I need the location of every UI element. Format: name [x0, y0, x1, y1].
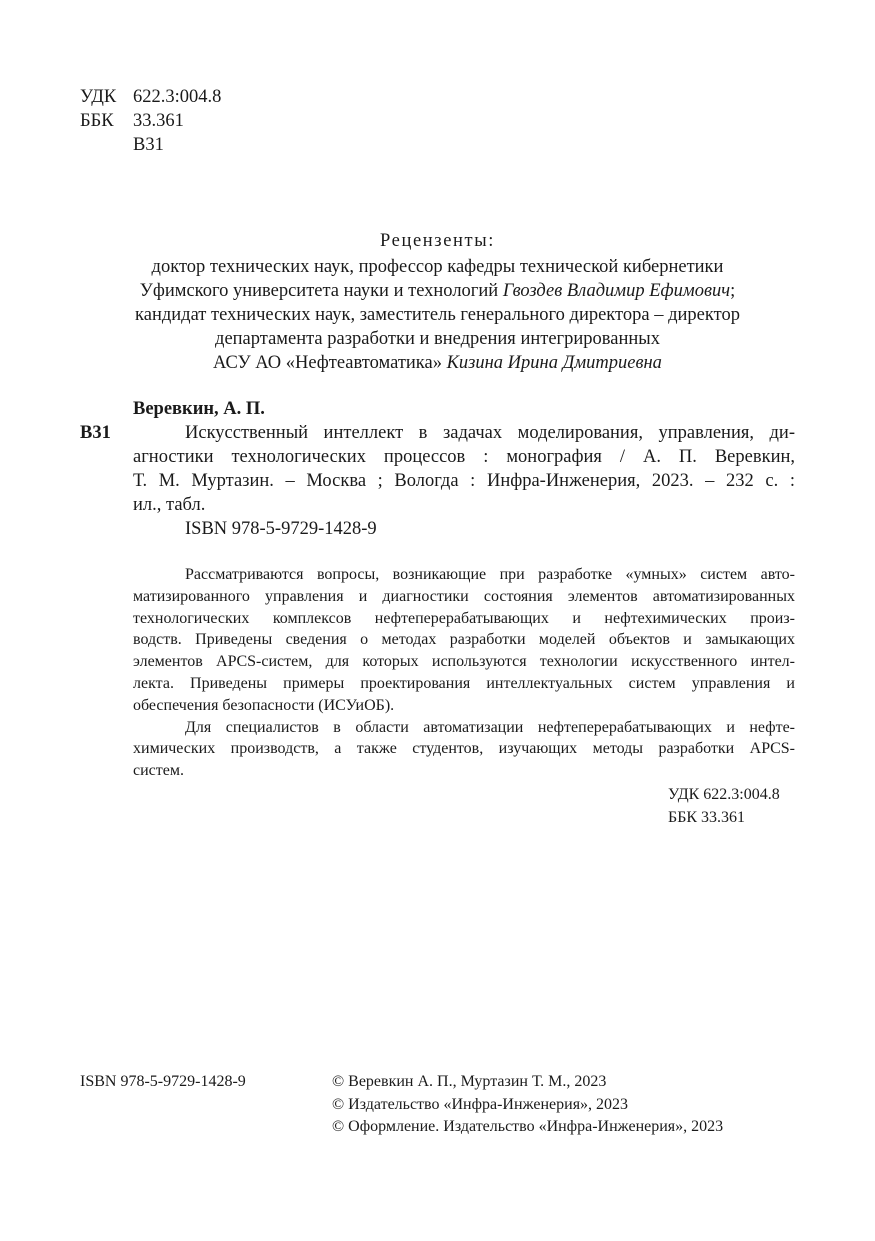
udk-label: УДК — [80, 87, 117, 107]
reviewer-line: доктор технических наук, профессор кафедры технической кибернетики — [151, 257, 724, 277]
bbk-code-line — [80, 109, 184, 133]
reviewer-line: департамента разработки и внедрения интегрированных — [215, 329, 660, 349]
abstract-line: химических производств, а также студентов, изучающих методы разработки APCS- — [133, 740, 795, 758]
biblio-line: агностики технологических процессов : монография / А. П. Веревкин, — [133, 447, 795, 467]
udk-code-bottom: УДК 622.3:004.8 — [668, 786, 780, 803]
copyright-block — [332, 1071, 723, 1139]
biblio-line: Искусственный интеллект в задачах моделирования, управления, ди- — [185, 423, 795, 443]
reviewer-line: кандидат технических наук, заместитель генерального директора – директор — [135, 305, 740, 325]
bottom-codes — [668, 783, 780, 829]
abstract — [133, 564, 795, 782]
biblio-line: ил., табл. — [133, 495, 206, 515]
isbn-main: ISBN 978-5-9729-1428-9 — [185, 519, 377, 539]
copyright-line: © Издательство «Инфра-Инженерия», 2023 — [332, 1095, 629, 1113]
biblio-line: Т. М. Муртазин. – Москва ; Вологда : Инфра-Инженерия, 2023. – 232 с. : — [133, 471, 795, 491]
reviewer-line: Уфимского университета науки и технологий Гвоздев Владимир Ефимович; — [139, 281, 736, 301]
footer-isbn: ISBN 978-5-9729-1428-9 — [80, 1073, 246, 1090]
copyright-line: © Оформление. Издательство «Инфра-Инженерия», 2023 — [332, 1118, 724, 1135]
copyright-line: © Веревкин А. П., Муртазин Т. М., 2023 — [332, 1073, 607, 1090]
abstract-line: технологических комплексов нефтеперерабатывающих и нефтехимических произ- — [133, 609, 795, 627]
reviewer-line: АСУ АО «Нефтеавтоматика» Кизина Ирина Дмитриевна — [213, 353, 662, 373]
author-mark: В31 — [133, 135, 164, 155]
udk-code-line — [80, 85, 221, 109]
reviewers-heading: Рецензенты: — [380, 231, 495, 251]
abstract-line: систем. — [133, 762, 184, 780]
bibliographic-description — [133, 421, 795, 517]
abstract-line: лекта. Приведены примеры проектирования интеллектуальных систем управления и — [133, 674, 795, 692]
reviewers-block — [60, 229, 815, 375]
udk-value: 622.3:004.8 — [133, 87, 222, 107]
abstract-line: Для специалистов в области автоматизации нефтеперерабатывающих и нефте- — [185, 718, 795, 736]
bbk-code-bottom: ББК 33.361 — [668, 809, 746, 826]
bibliographic-mark: В31 — [80, 423, 111, 443]
author-heading: Веревкин, А. П. — [133, 399, 265, 419]
abstract-line: обеспечения безопасности (ИСУиОБ). — [133, 696, 395, 714]
abstract-line: Рассматриваются вопросы, возникающие при разработке «умных» систем авто- — [185, 566, 795, 583]
bbk-label: ББК — [80, 111, 114, 131]
abstract-line: водств. Приведены сведения о методах разработки моделей объектов и замыкающих — [133, 631, 795, 649]
abstract-line: матизированного управления и диагностики состояния элементов автоматизированных — [133, 587, 795, 605]
reviewer-name: Гвоздев Владимир Ефимович — [502, 281, 731, 301]
abstract-line: элементов APCS-систем, для которых используются технологии искусственного интел- — [133, 653, 795, 671]
reviewer-name: Кизина Ирина Дмитриевна — [446, 353, 662, 373]
bbk-value: 33.361 — [133, 111, 184, 131]
author-mark-line — [80, 133, 164, 157]
